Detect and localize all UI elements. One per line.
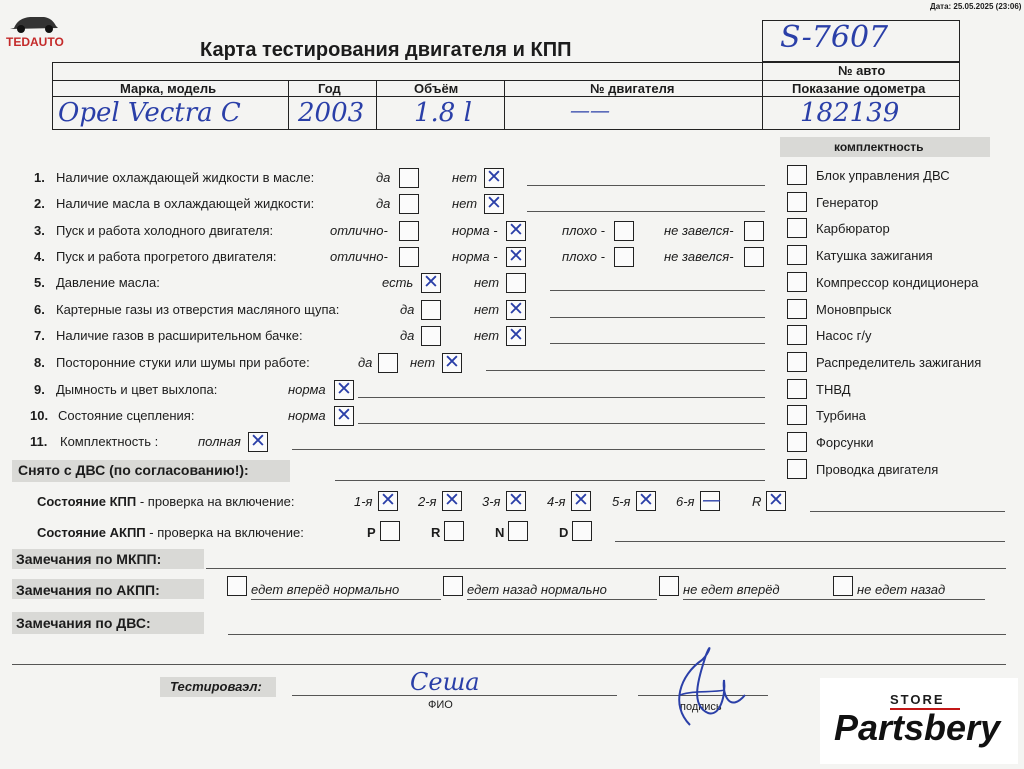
item-label: Наличие газов в расширительном бачке: (56, 328, 303, 343)
opt-yes-label: да (376, 170, 391, 185)
check-mark-icon: ✕ (508, 219, 524, 241)
kit-item-label: Турбина (816, 408, 866, 424)
volume-handwritten: 1.8 l (414, 98, 472, 128)
item-number: 3. (34, 223, 45, 238)
item-number: 7. (34, 328, 45, 343)
opt-normal-label: норма (288, 382, 326, 397)
year-header: Год (318, 81, 341, 96)
kit-item-label: Компрессор кондиционера (816, 274, 979, 290)
gear-label: 1-я (354, 494, 373, 509)
kit-checkbox[interactable] (787, 379, 807, 399)
normal-checkbox[interactable] (334, 380, 354, 400)
removed-label: Снято с ДВС (по согласованию!): (18, 462, 249, 478)
item-number: 1. (34, 170, 45, 185)
no-checkbox[interactable] (506, 326, 526, 346)
opt-no-label: нет (452, 170, 478, 185)
partsbery-logo: STORE Partsbery (820, 678, 1018, 764)
gear-label: 6-я (676, 494, 695, 509)
kit-item-label: Карбюратор (816, 221, 890, 237)
volume-header: Объём (414, 81, 459, 96)
item-label: Дымность и цвет выхлопа: (56, 382, 218, 397)
item-label: Комплектность : (60, 434, 159, 449)
check-mark-icon: ✕ (508, 489, 524, 511)
model-handwritten: Opel Vectra C (58, 98, 241, 128)
akpp-remark-label: едет вперёд нормально (251, 582, 400, 597)
bad-checkbox[interactable] (614, 247, 634, 267)
normal-checkbox[interactable] (334, 406, 354, 426)
kit-checkbox[interactable] (787, 165, 807, 185)
signature-caption: подпись (680, 701, 722, 713)
akpp-position-checkbox[interactable] (508, 521, 528, 541)
present-checkbox[interactable] (421, 273, 441, 293)
akpp-remark-checkbox[interactable] (833, 576, 853, 596)
gear-checkbox[interactable] (571, 491, 591, 511)
bad-checkbox[interactable] (614, 221, 634, 241)
yes-checkbox[interactable] (399, 194, 419, 214)
no-checkbox[interactable] (506, 300, 526, 320)
gear-checkbox[interactable] (636, 491, 656, 511)
akpp-label: Состояние АКПП - проверка на включение: (37, 525, 304, 540)
gear-checkbox[interactable] (378, 491, 398, 511)
item-number: 11. (30, 434, 48, 449)
item-label: Давление масла: (56, 275, 160, 290)
check-mark-icon: ✕ (380, 489, 396, 511)
check-mark-icon: ✕ (423, 271, 439, 293)
car-icon (4, 6, 64, 36)
kit-checkbox[interactable] (787, 405, 807, 425)
remarks-akpp-label: Замечания по АКПП: (16, 582, 160, 598)
check-mark-icon: ✕ (508, 324, 524, 346)
akpp-position-checkbox[interactable] (380, 521, 400, 541)
fio-caption: ФИО (428, 699, 453, 711)
item-label: Наличие масла в охлаждающей жидкости: (56, 196, 315, 211)
akpp-position-label: P (367, 525, 376, 540)
yes-checkbox[interactable] (421, 326, 441, 346)
check-mark-icon: ✕ (638, 489, 654, 511)
check-mark-icon: — (702, 489, 721, 511)
item-label: Наличие охлаждающей жидкости в масле: (56, 170, 315, 185)
item-number: 5. (34, 275, 45, 290)
check-mark-icon: ✕ (444, 351, 460, 373)
akpp-position-label: R (431, 525, 441, 540)
opt-yes-label: да (358, 355, 373, 370)
no-checkbox[interactable] (484, 194, 504, 214)
akpp-remark-checkbox[interactable] (443, 576, 463, 596)
avto-no-header: № авто (838, 63, 886, 78)
opt-no-label: нет (474, 275, 500, 290)
kit-checkbox[interactable] (787, 325, 807, 345)
tester-label: Тестироваэл: (170, 679, 262, 694)
opt-not-started-label: не завелся- (664, 223, 734, 238)
kit-item-label: ТНВД (816, 381, 851, 397)
check-mark-icon: ✕ (444, 489, 460, 511)
opt-not-started-label: не завелся- (664, 249, 734, 264)
engine-no-handwritten: —— (570, 98, 610, 122)
opt-normal-label: норма - (452, 223, 498, 238)
engine-no-header: № двигателя (590, 81, 675, 96)
item-number: 9. (34, 382, 45, 397)
gear-checkbox[interactable] (442, 491, 462, 511)
gear-checkbox[interactable] (700, 491, 720, 511)
brand-header: Марка, модель (120, 81, 217, 96)
check-mark-icon: ✕ (250, 430, 266, 452)
check-mark-icon: ✕ (508, 298, 524, 320)
akpp-remark-label: не едет вперёд (683, 582, 780, 597)
kpp-label: Состояние КПП - проверка на включение: (37, 494, 295, 509)
item-number: 6. (34, 302, 45, 317)
normal-checkbox[interactable] (506, 247, 526, 267)
excellent-checkbox[interactable] (399, 221, 419, 241)
kit-item-label: Проводка двигателя (816, 461, 939, 477)
odometer-handwritten: 182139 (800, 98, 900, 128)
item-label: Картерные газы из отверстия масляного щупа: (56, 302, 340, 317)
kit-item-label: Блок управления ДВС (816, 168, 950, 183)
akpp-remark-checkbox[interactable] (659, 576, 679, 596)
akpp-position-checkbox[interactable] (572, 521, 592, 541)
tester-name-handwritten: Сеша (410, 668, 480, 696)
kit-item-label: Насос г/у (816, 328, 872, 344)
odometer-header: Показание одометра (792, 81, 926, 96)
kit-checkbox[interactable] (787, 299, 807, 319)
opt-bad-label: плохо - (562, 249, 605, 264)
opt-full-label: полная (198, 434, 241, 449)
gear-label: 2-я (418, 494, 437, 509)
yes-checkbox[interactable] (421, 300, 441, 320)
opt-present-label: есть (382, 275, 414, 290)
page-title: Карта тестирования двигателя и КПП (200, 39, 572, 61)
not-started-checkbox[interactable] (744, 247, 764, 267)
akpp-remark-label: едет назад нормально (467, 582, 607, 597)
kit-item-label: Форсунки (816, 435, 874, 450)
akpp-position-label: N (495, 525, 505, 540)
year-handwritten: 2003 (298, 98, 365, 128)
kit-item-label: Катушка зажигания (816, 248, 933, 264)
opt-yes-label: да (376, 196, 391, 211)
excellent-checkbox[interactable] (399, 247, 419, 267)
check-mark-icon: ✕ (573, 489, 589, 511)
logo-text: TEDAUTO (6, 35, 64, 49)
check-mark-icon: ✕ (336, 378, 352, 400)
gear-label: 5-я (612, 494, 631, 509)
kit-item-label: Моновпрыск (816, 301, 892, 317)
normal-checkbox[interactable] (506, 221, 526, 241)
gear-checkbox[interactable] (766, 491, 786, 511)
opt-yes-label: да (400, 328, 415, 343)
kit-checkbox[interactable] (787, 272, 807, 292)
kit-item-label: Генератор (816, 194, 879, 210)
date-stamp: Дата: 25.05.2025 (23:06) (930, 2, 1022, 11)
no-checkbox[interactable] (506, 273, 526, 293)
check-mark-icon: ✕ (486, 166, 502, 188)
check-mark-icon: ✕ (768, 489, 784, 511)
tedauto-logo (4, 6, 64, 58)
kit-checkbox[interactable] (787, 459, 807, 479)
yes-checkbox[interactable] (399, 168, 419, 188)
kit-checkbox[interactable] (787, 245, 807, 265)
kit-checkbox[interactable] (787, 352, 807, 372)
gear-label: 3-я (482, 494, 501, 509)
item-label: Пуск и работа холодного двигателя: (56, 223, 274, 238)
kit-checkbox[interactable] (787, 432, 807, 452)
stock-number-handwritten: S-7607 (780, 20, 889, 55)
not-started-checkbox[interactable] (744, 221, 764, 241)
kit-checkbox[interactable] (787, 192, 807, 212)
opt-yes-label: да (400, 302, 415, 317)
check-mark-icon: ✕ (508, 245, 524, 267)
kit-item-label: Распределитель зажигания (816, 354, 982, 370)
remarks-mkpp-label: Замечания по МКПП: (16, 551, 162, 567)
opt-excellent-label: отлично- (330, 223, 388, 238)
item-label: Пуск и работа прогретого двигателя: (56, 249, 277, 264)
gear-checkbox[interactable] (506, 491, 526, 511)
opt-no-label: нет (410, 355, 436, 370)
opt-excellent-label: отлично- (330, 249, 388, 264)
gear-label: R (752, 494, 762, 509)
no-checkbox[interactable] (442, 353, 462, 373)
item-number: 2. (34, 196, 45, 211)
kit-title: комплектность (834, 140, 924, 154)
item-label: Состояние сцепления: (58, 408, 195, 423)
full-checkbox[interactable] (248, 432, 268, 452)
opt-no-label: нет (452, 196, 478, 211)
item-label: Посторонние стуки или шумы при работе: (56, 355, 310, 370)
opt-bad-label: плохо - (562, 223, 605, 238)
check-mark-icon: ✕ (486, 192, 502, 214)
opt-no-label: нет (474, 302, 500, 317)
akpp-position-label: D (559, 525, 569, 540)
akpp-remark-label: не едет назад (857, 582, 946, 597)
opt-normal-label: норма (288, 408, 326, 423)
akpp-remark-checkbox[interactable] (227, 576, 247, 596)
check-mark-icon: ✕ (336, 404, 352, 426)
item-number: 8. (34, 355, 45, 370)
opt-no-label: нет (474, 328, 500, 343)
signature-scribble (650, 635, 760, 730)
opt-normal-label: норма - (452, 249, 498, 264)
gear-label: 4-я (547, 494, 566, 509)
no-checkbox[interactable] (484, 168, 504, 188)
yes-checkbox[interactable] (378, 353, 398, 373)
item-number: 10. (30, 408, 49, 423)
akpp-position-checkbox[interactable] (444, 521, 464, 541)
remarks-dvs-label: Замечания по ДВС: (16, 615, 151, 631)
item-number: 4. (34, 249, 45, 264)
kit-checkbox[interactable] (787, 218, 807, 238)
